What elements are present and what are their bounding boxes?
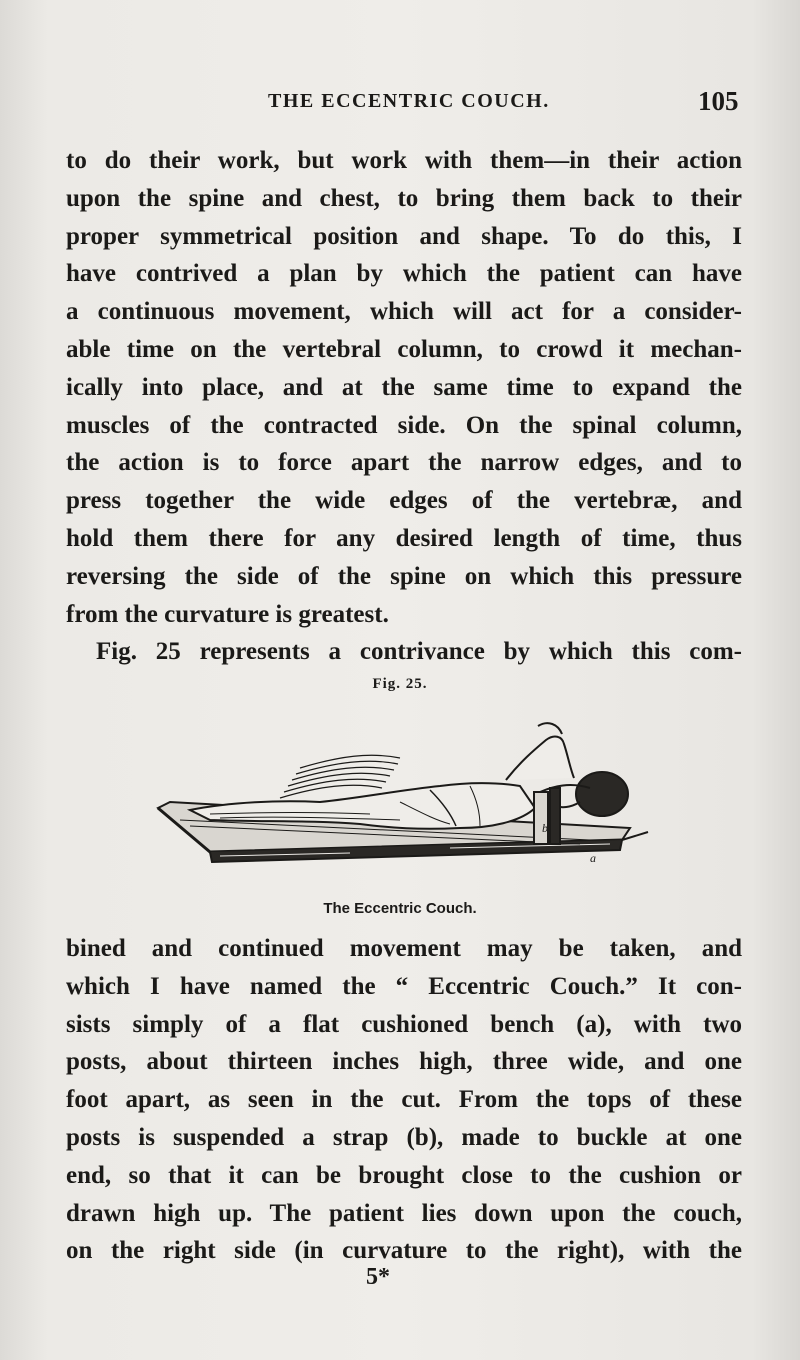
paragraph-before-figure — [66, 142, 742, 671]
motion-lines — [280, 755, 400, 798]
running-head — [0, 86, 800, 118]
text-line: posts, about thirteen inches high, three wide, and one — [66, 1048, 742, 1076]
text-line: press together the wide edges of the vertebræ, and — [66, 487, 742, 515]
text-line: end, so that it can be brought close to the cushion or — [66, 1161, 742, 1189]
text-line: upon the spine and chest, to bring them back to their — [66, 184, 742, 212]
figure-eccentric-couch — [140, 676, 660, 926]
signature-mark: 5* — [366, 1264, 390, 1290]
text-line: drawn high up. The patient lies down upon the couch, — [66, 1199, 742, 1227]
eccentric-couch-illustration — [150, 716, 650, 896]
text-line: bined and continued movement may be taken, and — [66, 935, 742, 962]
page-number: 105 — [698, 86, 739, 116]
marker-b: b — [542, 821, 548, 835]
text-line: sists simply of a flat cushioned bench (a), with two — [66, 1010, 742, 1038]
text-line: foot apart, as seen in the cut. From the tops of these — [66, 1086, 742, 1114]
text-line: a continuous movement, which will act for a consider- — [66, 298, 742, 326]
text-line: from the curvature is greatest. — [66, 600, 389, 628]
running-title: THE ECCENTRIC COUCH. — [268, 90, 550, 112]
patient-figure — [190, 723, 628, 829]
text-line: proper symmetrical position and shape. To do this, I — [66, 222, 742, 250]
text-line: muscles of the contracted side. On the spinal column, — [66, 411, 742, 439]
marker-a: a — [590, 851, 596, 865]
text-line: hold them there for any desired length of time, thus — [66, 524, 742, 552]
paragraph-after-figure — [66, 930, 742, 1270]
text-line: to do their work, but work with them—in their action — [66, 147, 742, 174]
text-line: ically into place, and at the same time to expand the — [66, 373, 742, 401]
text-line: able time on the vertebral column, to crowd it mechan- — [66, 335, 742, 363]
text-line: have contrived a plan by which the patient can have — [66, 260, 742, 288]
text-line: on the right side (in curvature to the right), with the — [66, 1237, 742, 1265]
figure-label: Fig. 25. — [372, 676, 428, 692]
text-line: which I have named the “ Eccentric Couch.” It con- — [66, 972, 742, 1000]
text-line: reversing the side of the spine on which this pressure — [66, 562, 742, 590]
figure-caption: The Eccentric Couch. — [323, 900, 477, 917]
text-line: Fig. 25 represents a contrivance by which this com- — [96, 638, 742, 666]
text-line: posts is suspended a strap (b), made to buckle at one — [66, 1123, 742, 1151]
text-line: the action is to force apart the narrow edges, and to — [66, 449, 742, 477]
